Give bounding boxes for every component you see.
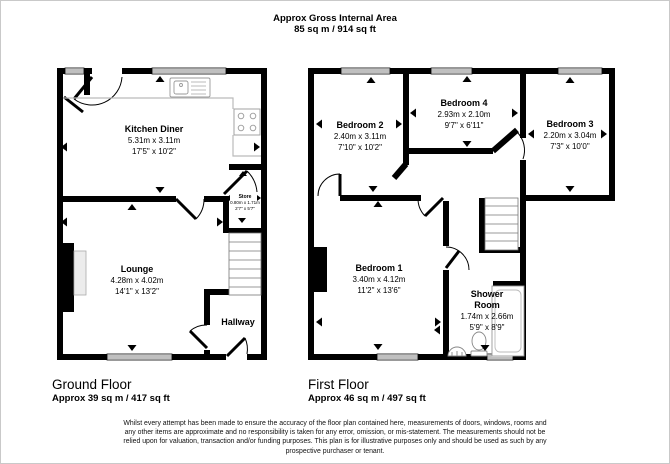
room-label-bedroom1: Bedroom 1 3.40m x 4.12m 11'2" x 13'6" — [352, 263, 406, 295]
door-back — [74, 77, 122, 105]
room-label-hallway: Hallway — [221, 317, 255, 327]
room-label-bedroom2: Bedroom 2 2.40m x 3.11m 7'10" x 10'2" — [333, 120, 387, 152]
header-line1: Approx Gross Internal Area — [273, 13, 397, 24]
header-line2: 85 sq m / 914 sq ft — [294, 24, 376, 35]
room-label-kitchen-diner: Kitchen Diner 5.31m x 3.11m 17'5" x 10'2" — [124, 124, 184, 156]
fireplace-icon — [74, 251, 86, 295]
room-label-bedroom3: Bedroom 3 2.20m x 3.04m 7'3" x 10'0" — [543, 119, 597, 151]
stairs-first — [485, 198, 518, 250]
door-bedroom2 — [318, 174, 340, 196]
stove-icon — [234, 109, 260, 135]
window-icon — [65, 68, 84, 74]
sink-icon — [170, 78, 210, 97]
window-icon — [558, 68, 602, 74]
chimney-breast — [57, 243, 74, 312]
window-icon — [341, 68, 390, 74]
first-floor-caption: First Floor Approx 46 sq m / 497 sq ft — [308, 377, 426, 404]
disclaimer-text: Whilst every attempt has been made to ensure the accuracy of the floor plan contained here, measurements of doors, windows, rooms and any other items are approximate and no responsibility is taken for any error, omission, or mis-statement. The measurements should not be relied upon for valuation, transaction and/or funding purposes. This plan is for illustrative purposes only and should be used as such by any prospective purchaser or tenant. — [123, 420, 547, 455]
window-icon — [377, 354, 418, 360]
ground-floor-caption: Ground Floor Approx 39 sq m / 417 sq ft — [52, 377, 170, 404]
room-label-store: Store 0.80m x 1.71m 2'7" x 5'7" — [230, 194, 260, 211]
window-icon — [431, 68, 472, 74]
door-bedroom1 — [418, 198, 443, 216]
ground-floor-windows — [65, 68, 226, 360]
window-icon — [107, 354, 172, 360]
chimney-breast — [308, 247, 327, 292]
door-front — [227, 338, 247, 356]
door-kitchen-lounge — [176, 199, 204, 219]
door-vestibule — [64, 97, 83, 112]
ground-floor-measure-arrows — [61, 76, 261, 351]
room-label-bedroom4: Bedroom 4 2.93m x 2.10m 9'7" x 6'11" — [437, 98, 491, 130]
toilet-icon — [471, 332, 487, 356]
gross-internal-area-header — [0, 13, 670, 35]
room-label-shower-room: Shower Room 1.74m x 2.66m 5'9" x 8'9" — [460, 289, 514, 332]
stairs-ground — [229, 233, 261, 295]
room-label-lounge: Lounge 4.28m x 4.02m 14'1" x 13'2" — [110, 264, 164, 296]
door-lounge-hallway — [190, 325, 207, 348]
window-icon — [152, 68, 226, 74]
basin-icon — [448, 347, 466, 356]
door-shower-room — [446, 247, 469, 270]
